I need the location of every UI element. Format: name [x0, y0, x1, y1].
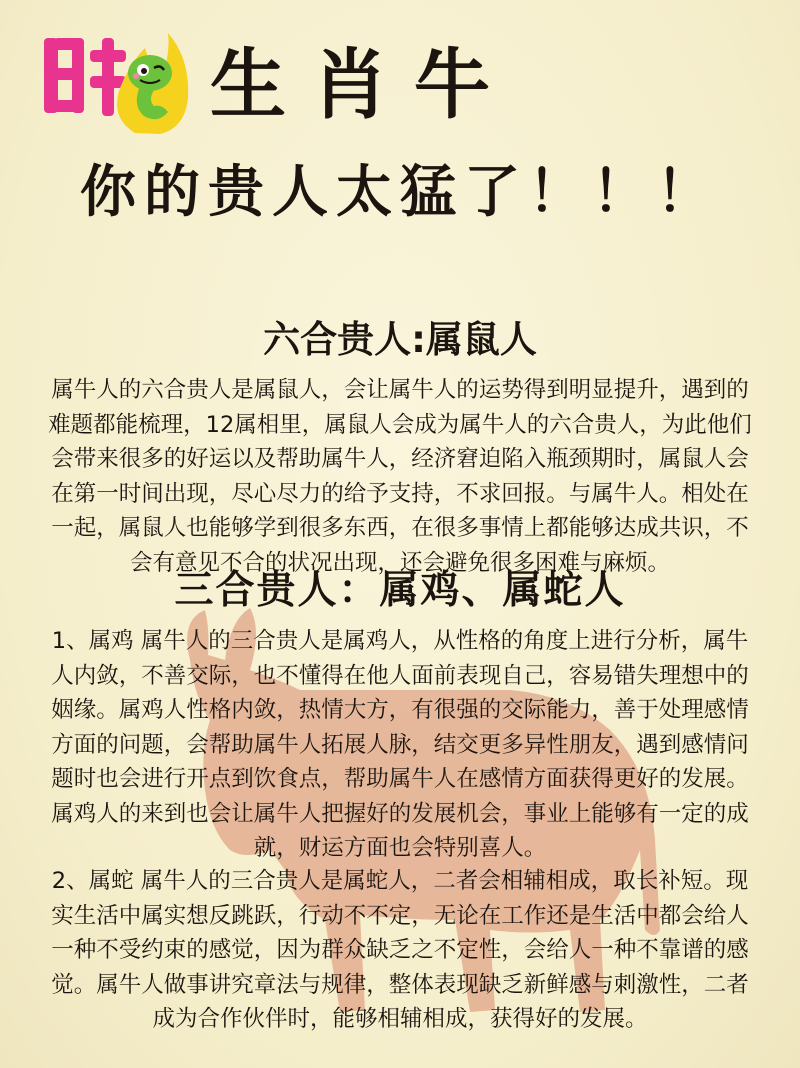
section-heading-sanhe: 三合贵人：属鸡、属蛇人: [174, 568, 626, 613]
sanhe-item-snake: 2、属蛇 属牛人的三合贵人是属蛇人，二者会相辅相成，取长补短。现实生活中属实想反跳跃，行动不不定，无论在工作还是生活中都会给人一种不受约束的感觉，因为群众缺乏之不定性，会给人一种不靠谱的感觉。属牛人做事讲究章法与规律，整体表现缺乏新鲜感与刺激性，二者成为合作伙伴时，能够相辅相成，获得好的发展。: [51, 868, 749, 1032]
snake-mascot-logo-icon: [40, 28, 190, 138]
sanhe-item-rooster: 1、属鸡 属牛人的三合贵人是属鸡人，从性格的角度上进行分析，属牛人内敛，不善交际，也不懂得在他人面前表现自己，容易错失理想中的姻缘。属鸡人性格内敛，热情大方，有很强的交际能力，善于处理感情方面的问题，会帮助属牛人拓展人脉，结交更多异性朋友，遇到感情问题时也会进行开点到饮食点，帮助属牛人在感情方面获得更好的发展。属鸡人的来到也会让属牛人把握好的发展机会，事业上能够有一定的成就，财运方面也会特别喜人。: [51, 628, 749, 861]
page-subtitle: 你的贵人太猛了！！！: [80, 160, 720, 225]
page-title: 生肖牛: [210, 40, 516, 129]
section-heading-liuhe: 六合贵人:属鼠人: [263, 318, 537, 361]
section-paragraph-liuhe: 属牛人的六合贵人是属鼠人，会让属牛人的运势得到明显提升，遇到的难题都能梳理，12属相里，属鼠人会成为属牛人的六合贵人，为此他们会带来很多的好运以及帮助属牛人，经济窘迫陷入瓶颈期时，属鼠人会在第一时间出现，尽心尽力的给予支持，不求回报。与属牛人。相处在一起，属鼠人也能够学到很多东西，在很多事情上都能够达成共识，不会有意见不合的状况出现，还会避免很多困难与麻烦。: [48, 377, 752, 576]
